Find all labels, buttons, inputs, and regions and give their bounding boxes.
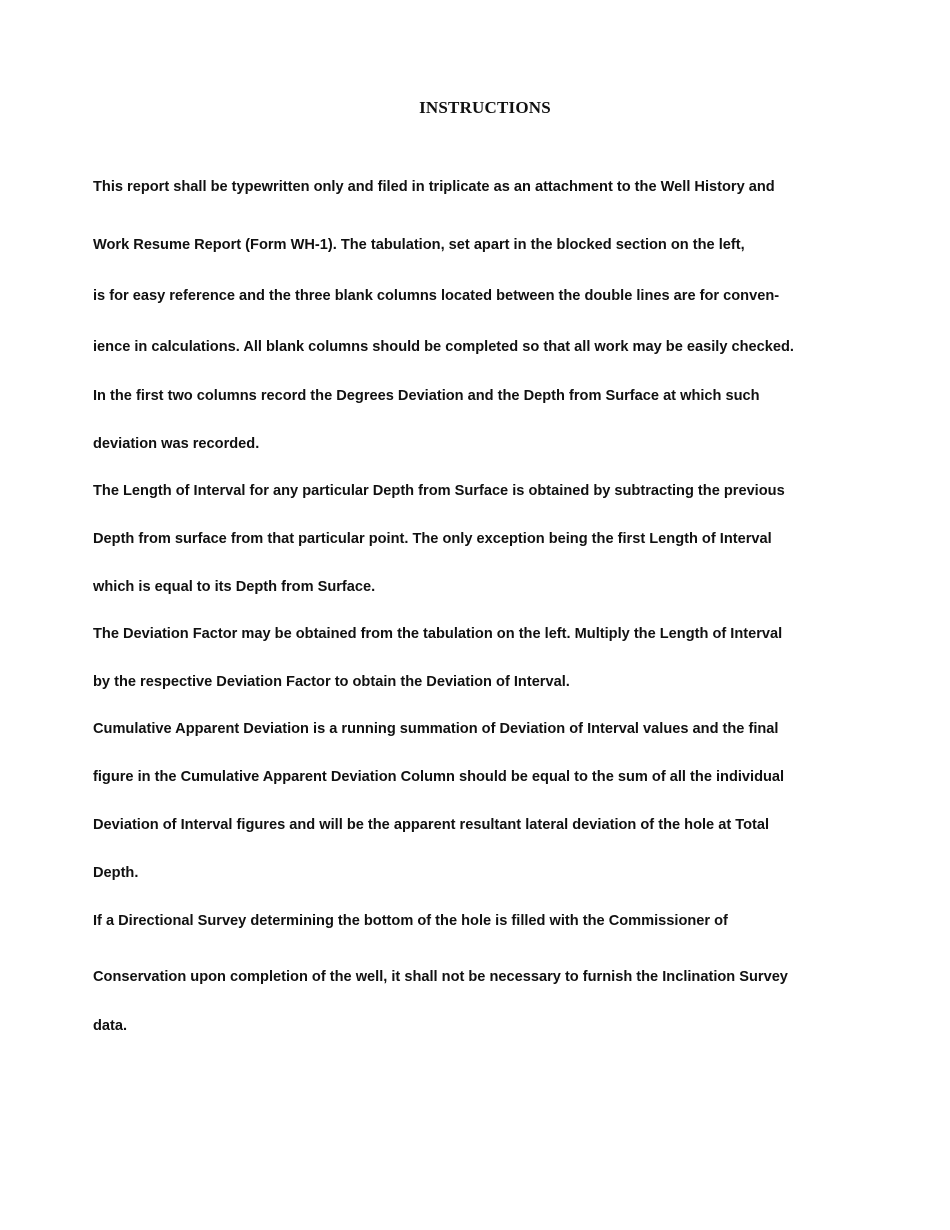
text-line: Deviation of Interval figures and will be the apparent resultant lateral deviation of the hole at Total — [93, 817, 770, 833]
text-line: The Deviation Factor may be obtained from the tabulation on the left. Multiply the Length of Interval — [93, 626, 783, 642]
page-title: INSTRUCTIONS — [419, 98, 551, 117]
text-line: deviation was recorded. — [93, 436, 260, 452]
text-line: Depth from surface from that particular point. The only exception being the first Length of Interval — [93, 531, 772, 547]
text-line: ience in calculations. All blank columns should be completed so that all work may be easily checked. — [93, 339, 794, 355]
text-line: This report shall be typewritten only and filed in triplicate as an attachment to the Well History and — [93, 179, 775, 195]
text-line: If a Directional Survey determining the bottom of the hole is filled with the Commissioner of — [93, 913, 728, 929]
text-line: by the respective Deviation Factor to obtain the Deviation of Interval. — [93, 674, 570, 690]
text-line: Depth. — [93, 865, 139, 881]
text-line: figure in the Cumulative Apparent Deviation Column should be equal to the sum of all the individual — [93, 769, 785, 785]
text-line: which is equal to its Depth from Surface. — [93, 579, 376, 595]
text-line: The Length of Interval for any particular Depth from Surface is obtained by subtracting the previous — [93, 483, 785, 499]
text-line: Conservation upon completion of the well, it shall not be necessary to furnish the Inclination Survey — [93, 969, 788, 985]
text-line: data. — [93, 1018, 128, 1034]
text-line: In the first two columns record the Degrees Deviation and the Depth from Surface at which such — [93, 388, 760, 404]
text-line: Work Resume Report (Form WH-1). The tabulation, set apart in the blocked section on the left, — [93, 237, 745, 253]
text-line: Cumulative Apparent Deviation is a running summation of Deviation of Interval values and the final — [93, 721, 779, 737]
text-line: is for easy reference and the three blank columns located between the double lines are for conven- — [93, 288, 780, 304]
